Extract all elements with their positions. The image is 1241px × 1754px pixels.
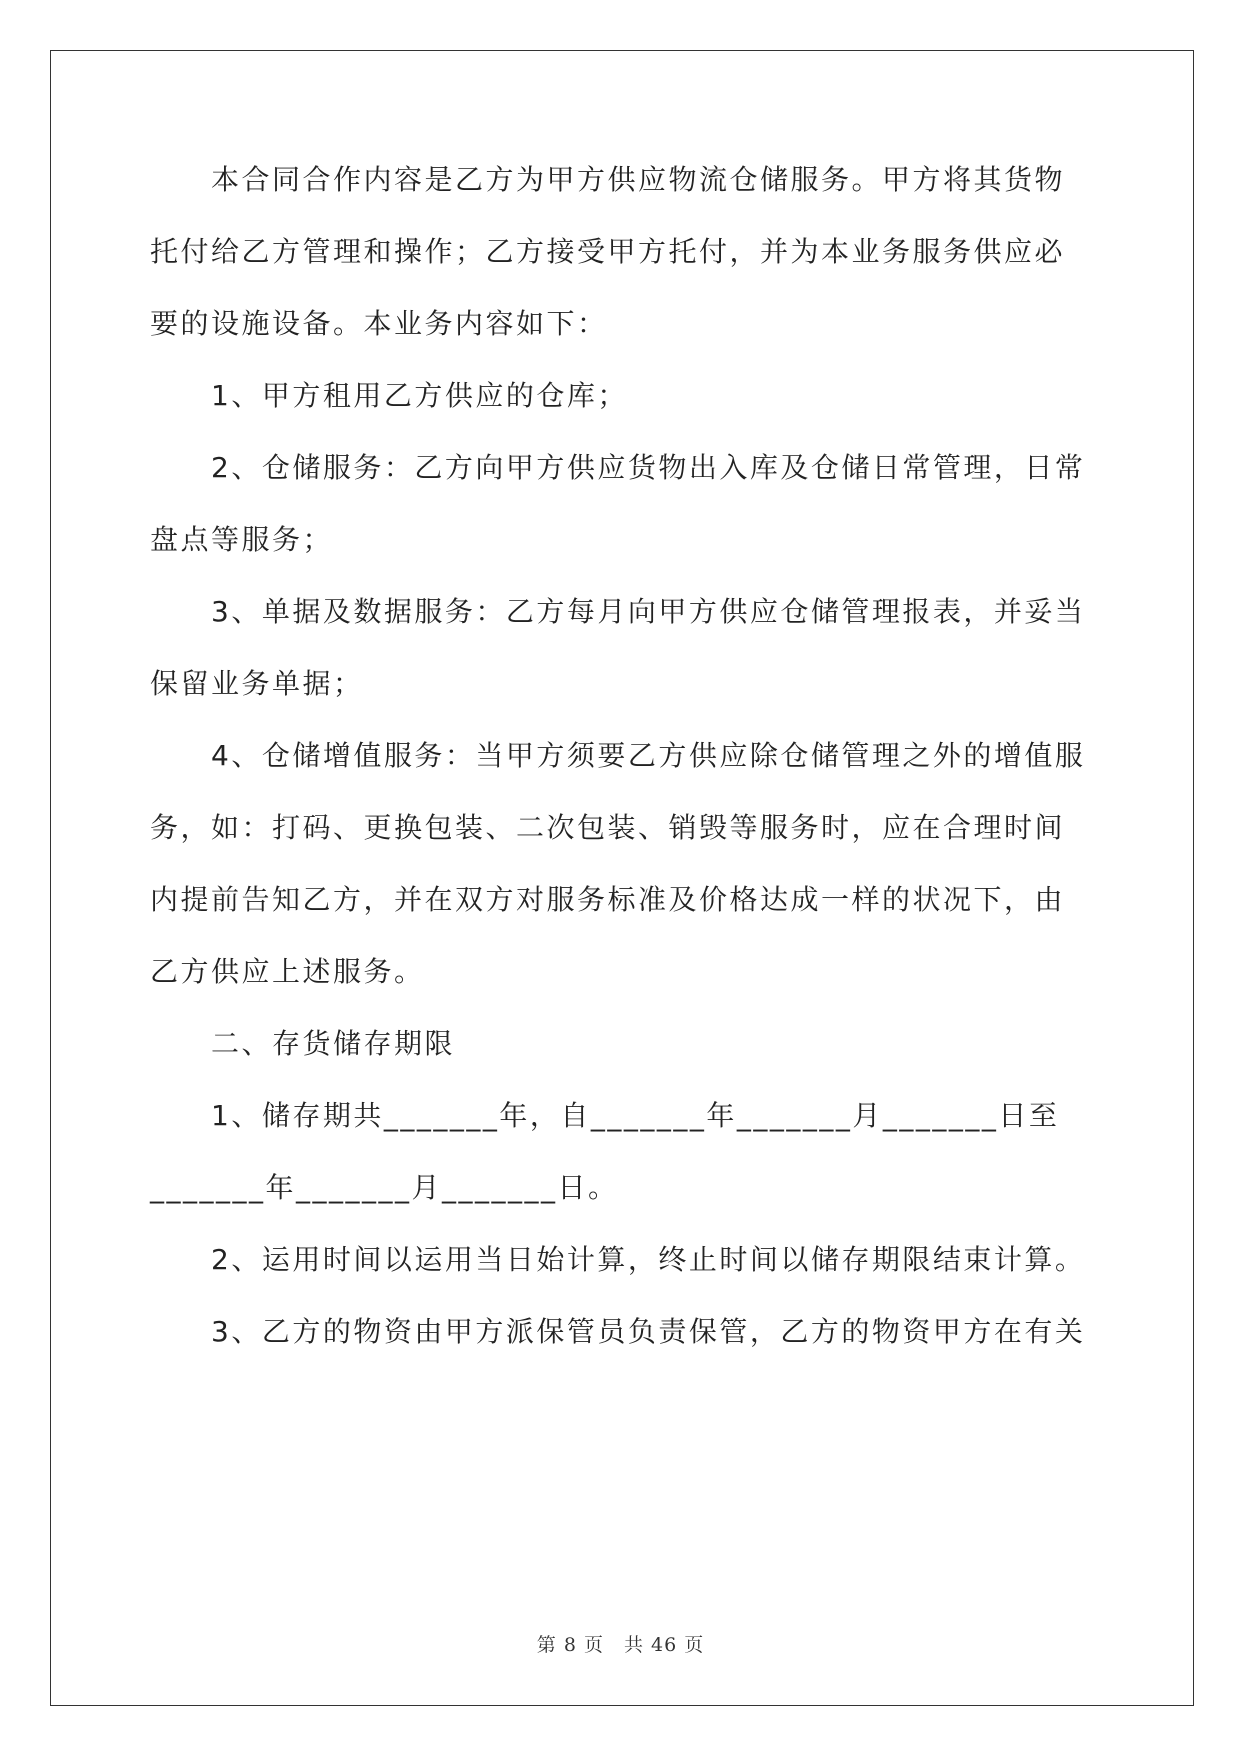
text-line: 3、乙方的物资由甲方派保管员负责保管，乙方的物资甲方在有关 <box>150 1315 1086 1348</box>
text-line: 务，如：打码、更换包装、二次包装、销毁等服务时，应在合理时间 <box>150 811 1066 844</box>
text-line: 1、甲方租用乙方供应的仓库； <box>150 379 628 412</box>
section-heading: 二、存货储存期限 <box>150 1027 456 1060</box>
text-line: 要的设施设备。本业务内容如下： <box>150 307 608 340</box>
text-line: 保留业务单据； <box>150 667 364 700</box>
text-line: 1、储存期共_______年，自_______年_______月_______日至 <box>150 1099 1060 1132</box>
text-line: 4、仓储增值服务：当甲方须要乙方供应除仓储管理之外的增值服 <box>150 739 1086 772</box>
text-line: 托付给乙方管理和操作；乙方接受甲方托付，并为本业务服务供应必 <box>150 235 1066 268</box>
text-line: _______年_______月_______日。 <box>150 1171 619 1204</box>
text-line: 2、仓储服务：乙方向甲方供应货物出入库及仓储日常管理，日常 <box>150 451 1086 484</box>
text-line: 盘点等服务； <box>150 523 334 556</box>
text-line: 本合同合作内容是乙方为甲方供应物流仓储服务。甲方将其货物 <box>150 163 1066 196</box>
text-line: 内提前告知乙方，并在双方对服务标准及价格达成一样的状况下，由 <box>150 883 1066 916</box>
text-line: 3、单据及数据服务：乙方每月向甲方供应仓储管理报表，并妥当 <box>150 595 1086 628</box>
page-footer: 第 8 页 共 46 页 <box>536 1634 705 1656</box>
text-line: 乙方供应上述服务。 <box>150 955 425 988</box>
page-border <box>50 50 1194 1706</box>
text-line: 2、运用时间以运用当日始计算，终止时间以储存期限结束计算。 <box>150 1243 1086 1276</box>
